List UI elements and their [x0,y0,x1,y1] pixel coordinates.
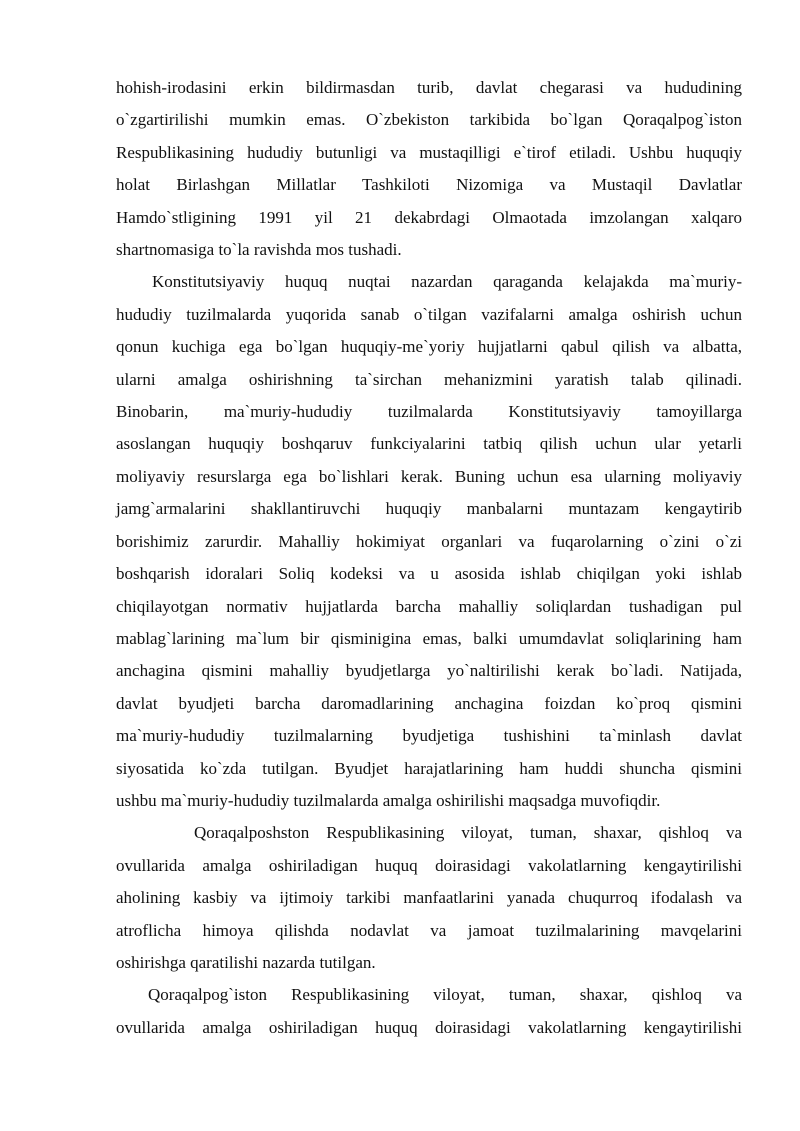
text-line: boshqarish idoralari Soliq kodeksi va u asosida ishlab chiqilgan yoki ishlab [116,564,742,584]
text-line: atroflicha himoya qilishda nodavlat va jamoat tuzilmalarining mavqelarini [116,920,742,940]
paragraph-1 [116,72,742,266]
text-line: ma`muriy-hududiy tuzilmalarning byudjetiga tushishini ta`minlash davlat [116,726,742,746]
paragraph-3 [116,817,742,979]
text-line: jamg`armalarini shakllantiruvchi huquqiy manbalarni muntazam kengaytirib [116,499,742,519]
text-line: oshirishga qaratilishi nazarda tutilgan. [116,952,376,972]
text-line: chiqilayotgan normativ hujjatlarda barcha mahalliy soliqlardan tushadigan pul [116,596,742,616]
text-line: ovullarida amalga oshiriladigan huquq doirasidagi vakolatlarning kengaytirilishi [116,1017,742,1037]
document-page [116,72,742,1044]
text-line: borishimiz zarurdir. Mahalliy hokimiyat organlari va fuqarolarning o`zini o`zi [116,531,742,551]
paragraph-4 [116,979,742,1044]
text-line: Konstitutsiyaviy huquq nuqtai nazardan qaraganda kelajakda ma`muriy- [152,272,742,292]
text-line: Hamdo`stligining 1991 yil 21 dekabrdagi Olmaotada imzolangan xalqaro [116,207,742,227]
text-line: Qoraqalpog`iston Respublikasining viloyat, tuman, shaxar, qishloq va [148,985,742,1005]
text-line: shartnomasiga to`la ravishda mos tushadi. [116,240,402,260]
text-line: Qoraqalposhston Respublikasining viloyat, tuman, shaxar, qishloq va [194,823,742,843]
text-line: mablag`larining ma`lum bir qisminigina emas, balki umumdavlat soliqlarining ham [116,628,742,648]
text-line: anchagina qismini mahalliy byudjetlarga yo`naltirilishi kerak bo`ladi. Natijada, [116,661,742,681]
text-line: hududiy tuzilmalarda yuqorida sanab o`tilgan vazifalarni amalga oshirish uchun [116,304,742,324]
text-line: ovullarida amalga oshiriladigan huquq doirasidagi vakolatlarning kengaytirilishi [116,855,742,875]
text-line: moliyaviy resurslarga ega bo`lishlari kerak. Buning uchun esa ularning moliyaviy [116,466,742,486]
text-line: aholining kasbiy va ijtimoiy tarkibi manfaatlarini yanada chuqurroq ifodalash va [116,888,742,908]
text-line: Binobarin, ma`muriy-hududiy tuzilmalarda Konstitutsiyaviy tamoyillarga [116,402,742,422]
text-line: o`zgartirilishi mumkin emas. O`zbekiston tarkibida bo`lgan Qoraqalpog`iston [116,110,742,130]
text-line: davlat byudjeti barcha daromadlarining anchagina foizdan ko`proq qismini [116,693,742,713]
text-line: ularni amalga oshirishning ta`sirchan mehanizmini yaratish talab qilinadi. [116,369,742,389]
text-line: qonun kuchiga ega bo`lgan huquqiy-me`yoriy hujjatlarni qabul qilish va albatta, [116,337,742,357]
text-line: hohish-irodasini erkin bildirmasdan turib, davlat chegarasi va hududining [116,78,742,97]
text-line: ushbu ma`muriy-hududiy tuzilmalarda amalga oshirilishi maqsadga muvofiqdir. [116,790,661,810]
text-line: holat Birlashgan Millatlar Tashkiloti Nizomiga va Mustaqil Davlatlar [116,175,742,195]
text-line: asoslangan huquqiy boshqaruv funkciyalarini tatbiq qilish uchun ular yetarli [116,434,742,454]
paragraph-2 [116,266,742,817]
text-line: Respublikasining hududiy butunligi va mustaqilligi e`tirof etiladi. Ushbu huquqiy [116,142,742,162]
text-line: siyosatida ko`zda tutilgan. Byudjet harajatlarining ham huddi shuncha qismini [116,758,742,778]
